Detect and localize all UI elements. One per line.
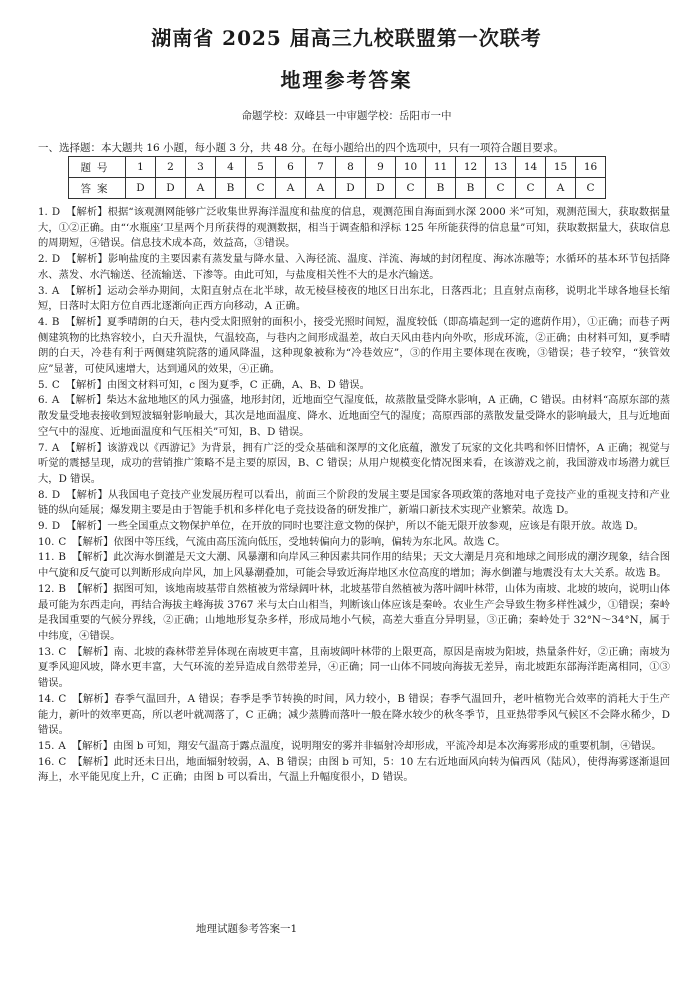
answer-cell: C (396, 178, 426, 199)
explanation-item (38, 315, 670, 378)
explanation-item (38, 488, 670, 519)
item-text: 【解析】春季气温回升，A 错误；春季是季节转换的时间，风力较小，B 错误；春季气温回升，老叶植物光合效率的消耗大于生产能力，新叶的效率更高，所以老叶就凋落了，C 正确；减少蒸腾而落叶一般在降水较少的秋冬季节，且亚热带季风气候区不会降水稀少，D 错误。 (38, 692, 670, 737)
school-info: 命题学校：双峰县一中审题学校：岳阳市一中 (241, 110, 452, 122)
question-number-cell: 3 (186, 157, 216, 178)
question-number-cell: 10 (396, 157, 426, 178)
explanation-item (38, 535, 670, 551)
answer-cell: B (216, 178, 246, 199)
item-answer: C (58, 645, 67, 658)
answer-cell: C (486, 178, 516, 199)
item-answer: A (51, 284, 60, 297)
answer-table (68, 156, 606, 199)
item-number: 13. (38, 645, 55, 658)
item-answer: C (58, 535, 67, 548)
question-number-cell: 1 (126, 157, 156, 178)
item-answer: A (58, 739, 66, 752)
item-number: 9. (38, 520, 48, 533)
answer-table-number-row (69, 157, 606, 178)
item-text: 【解析】一些全国重点文物保护单位，在开放的同时也要注意文物的保护，所以不能无限开放参观，应该是有限开放。故选 D。 (66, 520, 644, 533)
item-number: 6. (38, 394, 48, 407)
answer-cell: D (126, 178, 156, 199)
explanation-item (38, 441, 670, 488)
answer-cell: C (246, 178, 276, 199)
item-number: 2. (38, 253, 48, 266)
item-number: 11. (38, 551, 55, 564)
answer-cell: B (456, 178, 486, 199)
document-subtitle: 地理参考答案 (280, 68, 413, 92)
page-footer: 地理试题参考答案一1 (196, 923, 298, 935)
question-number-cell: 7 (306, 157, 336, 178)
explanation-item (38, 645, 670, 692)
answer-cell: D (156, 178, 186, 199)
row-label-answer: 答案 (69, 178, 126, 199)
answer-cell: A (546, 178, 576, 199)
item-answer: D (51, 520, 61, 533)
answer-cell: A (276, 178, 306, 199)
item-answer: A (51, 394, 60, 407)
item-text: 【解析】根据“该观测网能够广泛收集世界海洋温度和盐度的信息，观测范围自海面到水深 2000 米”可知，观测范围大，获取数据量大，①②正确。由“‘水瓶座’卫星两个月所获得的观测数据，相当于调查船和浮标 125 年所能获得的信息量”可知，获取数据量大，获取信息的周期短，④错误。信息技术成本高，效益高，③错误。 (38, 206, 670, 250)
question-number-cell: 9 (366, 157, 396, 178)
explanation-item (38, 692, 670, 739)
question-number-cell: 6 (276, 157, 306, 178)
explanation-item (38, 755, 670, 786)
item-answer: D (51, 488, 61, 501)
answer-cell: A (306, 178, 336, 199)
item-number: 1. (38, 206, 48, 218)
item-number: 12. (38, 582, 55, 595)
item-number: 15. (38, 739, 55, 752)
item-text: 【解析】影响盐度的主要因素有蒸发量与降水量、入海径流、温度、洋流、海域的封闭程度、海冰冻融等；水循环的基本环节包括降水、蒸发、水汽输送、径流输送、下渗等。由此可知，与盐度相关性不大的是水汽输送。 (38, 253, 670, 281)
document-title: 湖南省 2025 届高三九校联盟第一次联考 (151, 26, 542, 50)
item-text: 【解析】柴达木盆地地区的风力强盛，地形封闭，近地面空气湿度低，故蒸散量受降水影响，A 正确，C 错误。由材料“高原东部的蒸散发量受地表接收到短波辐射影响最大，其次是地面温度、降水、近地面空气的湿度；高原西部的蒸散发量受降水的影响最大，且与近地面空气中的湿度、近地面温度和气压相关”可知，B、D 错误。 (38, 394, 670, 438)
item-text: 【解析】由图文材料可知，c 图为夏季，C 正确，A、B、D 错误。 (65, 378, 370, 391)
item-answer: B (58, 582, 66, 595)
answer-table-answer-row (69, 178, 606, 199)
item-text: 【解析】夏季晴朗的白天，巷内受太阳照射的面积小，接受光照时间短，温度较低（即高墙起到一定的遮荫作用），①正确；而巷子两侧建筑物的比热容较小，白天升温快，气温较高，与巷内之间形成温差，故白天风由巷内向外吹，形成环流，②正确；由材料可知，夏季晴朗的白天，冷巷有利于两侧建筑院落的通风降温，这种现象被称为“冷巷效应”，③的作用主要体现在夜晚，③错误；巷子较窄，“狭管效应”显著，可使风速增大，达到通风的效果，④正确。 (38, 315, 670, 376)
explanation-item (38, 284, 670, 315)
question-number-cell: 5 (246, 157, 276, 178)
explanation-item (38, 205, 670, 252)
item-answer: C (51, 378, 60, 391)
item-answer: D (51, 253, 61, 266)
question-number-cell: 4 (216, 157, 246, 178)
item-number: 10. (38, 535, 55, 548)
question-number-cell: 14 (516, 157, 546, 178)
item-answer: B (51, 315, 60, 328)
item-text: 【解析】此时还未日出，地面辐射较弱，A、B 错误；由图 b 可知，5：10 左右近地面风向转为偏西风（陆风），使得海雾逐渐退回海上，水平能见度上升，C 正确；由图 b 可以看出，气温上升幅度很小，D 错误。 (38, 755, 670, 784)
item-text: 【解析】此次海水倒灌是天文大潮、风暴潮和向岸风三种因素共同作用的结果；天文大潮是月亮和地球之间形成的潮汐现象，结合图中气旋和反气旋可以判断形成向岸风，加上风暴潮叠加，可能会导致近海岸地区水位高度的增加；海水倒灌与地震没有太大关系。故选 B。 (38, 551, 670, 580)
explanation-item (38, 550, 670, 581)
question-number-cell: 2 (156, 157, 186, 178)
item-text: 【解析】依图中等压线，气流由高压流向低压，受地转偏向力的影响，偏转为东北风。故选 C。 (72, 535, 506, 548)
explanation-item (38, 252, 670, 283)
answer-cell: C (576, 178, 606, 199)
item-answer: B (58, 551, 66, 564)
item-answer: C (58, 692, 67, 705)
item-number: 4. (38, 315, 48, 328)
explanation-item (38, 393, 670, 440)
explanation-item (38, 582, 670, 645)
answer-cell: D (336, 178, 366, 199)
question-number-cell: 12 (456, 157, 486, 178)
section-heading: 一、选择题：本大题共 16 小题，每小题 3 分，共 48 分。在每小题给出的四个选项中，只有一项符合题目要求。 (38, 142, 564, 154)
item-number: 3. (38, 284, 48, 297)
item-number: 8. (38, 488, 48, 501)
item-answer: D (51, 206, 61, 218)
item-text: 【解析】该游戏以《西游记》为背景，拥有广泛的受众基础和深厚的文化底蕴，激发了玩家的文化共鸣和怀旧情怀，A 正确；视觉与听觉的震撼呈现，成功的营销推广策略不是主要的原因，B、C 错误；从用户规模变化情况图来看，在该游戏之前，我国游戏市场潜力就巨大，D 错误。 (38, 441, 670, 485)
item-text: 【解析】从我国电子竞技产业发展历程可以看出，前面三个阶段的发展主要是国家各项政策的落地对电子竞技产业的重视支持和产业链的纵向延展；爆发期主要是由于智能手机和多样化电子竞技设备的研发推广，新端口新技术实现产业繁荣。故选 D。 (38, 488, 670, 517)
item-number: 16. (38, 755, 55, 768)
item-text: 【解析】运动会举办期间，太阳直射点在北半球，故无棱昼棱夜的地区日出东北，日落西北；且直射点南移，说明北半球各地昼长缩短，日落时太阳方位自西北逐渐向正西方向移动，A 正确。 (38, 284, 670, 313)
item-answer: C (58, 755, 67, 768)
item-text: 【解析】南、北坡的森林带差异体现在南坡更丰富，且南坡阔叶林带的上限更高，原因是南坡为阳坡，热量条件好，②正确；南坡为夏季风迎风坡，降水更丰富，大气环流的差异造成自然带差异，④正确；同一山体不同坡向海拔无差异，南北坡距东部海洋距离相同，①③错误。 (38, 645, 670, 690)
question-number-cell: 11 (426, 157, 456, 178)
question-number-cell: 16 (576, 157, 606, 178)
answer-cell: D (366, 178, 396, 199)
item-answer: A (51, 441, 60, 454)
explanation-item (38, 739, 670, 755)
answer-cell: C (516, 178, 546, 199)
answer-cell: A (186, 178, 216, 199)
explanation-list (38, 205, 670, 786)
item-number: 14. (38, 692, 55, 705)
question-number-cell: 15 (546, 157, 576, 178)
row-label-number: 题号 (69, 157, 126, 178)
explanation-item (38, 378, 670, 394)
question-number-cell: 13 (486, 157, 516, 178)
item-text: 【解析】由图 b 可知，翔安气温高于露点温度，说明翔安的雾并非辐射冷却形成，平流冷却是本次海雾形成的重要机制，④错误。 (71, 739, 662, 752)
answer-cell: B (426, 178, 456, 199)
item-number: 7. (38, 441, 48, 454)
item-text: 【解析】据图可知，该地南坡基带自然植被为常绿阔叶林，北坡基带自然植被为落叶阔叶林带，山体为南坡、北坡的坡向，说明山体最可能为东西走向，再结合海拔主峰海拔 3767 米与太白山相当，判断该山体应该是秦岭。农业生产会导致生物多样性减少，①错误；秦岭是我国重要的气候分界线，②正确；山地地形复杂多样，形成局地小气候，高差大垂直分异明显，③正确；秦岭处于 32°N～34°N，属于中纬度，④错误。 (38, 582, 670, 642)
explanation-item (38, 519, 670, 535)
item-number: 5. (38, 378, 48, 391)
question-number-cell: 8 (336, 157, 366, 178)
